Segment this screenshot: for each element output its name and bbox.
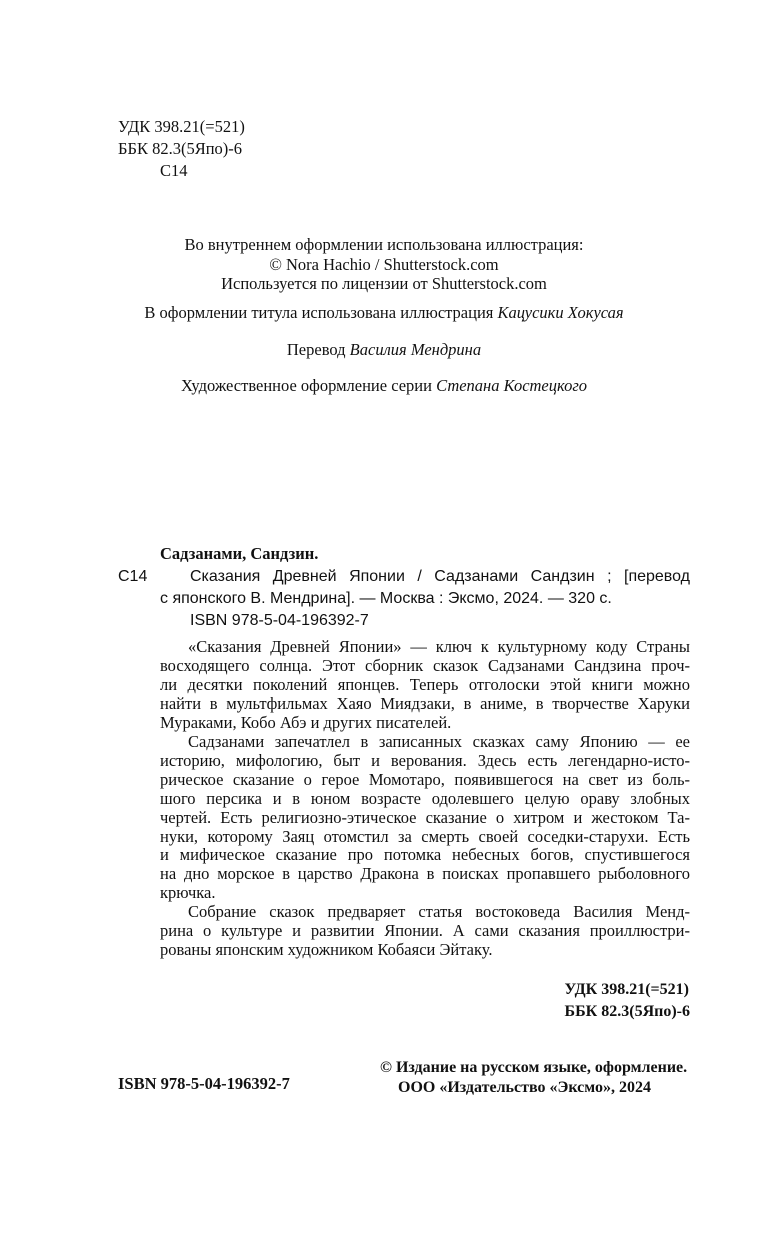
annotation-paragraph-1 [160, 638, 690, 733]
annotation-line: Садзанами запечатлел в записанных сказках саму Японию — ее [188, 732, 690, 751]
copyright-line1: © Издание на русском языке, оформление. [380, 1059, 688, 1076]
title-illustration-prefix: В оформлении титула использована иллюстрация [144, 303, 498, 322]
series-design-credit [0, 375, 768, 397]
annotation-line: и мифическое сказание про потомка небесных богов, спустившегося [160, 845, 690, 865]
title-illustration-credit [0, 302, 768, 324]
annotation-paragraph-3 [160, 903, 690, 960]
illustration-credit-line1: Во внутреннем оформлении использована иллюстрация: [184, 235, 584, 254]
annotation-line: на дно морское в царство Дракона в поисках пропавшего рыболовного [160, 864, 690, 884]
catalog-entry-line2: с японского В. Мендрина]. — Москва : Эксмо, 2024. — 320 с. [160, 590, 612, 607]
illustration-credit-line3: Используется по лицензии от Shutterstock.com [221, 274, 547, 293]
annotation-line: найти в мультфильмах Хаяо Миядзаки, в аниме, в творчестве Харуки [160, 693, 690, 713]
series-designer-name: Степана Костецкого [436, 376, 588, 395]
annotation-line: нуки, которому Заяц отомстил за смерть своей соседки-старухи. Есть [160, 826, 690, 846]
translator-name: Василия Мендрина [349, 340, 482, 359]
bbk-top: ББК 82.3(5Япо)-6 [118, 139, 243, 158]
translation-credit [0, 339, 768, 361]
catalog-mark: С14 [118, 568, 148, 585]
classification-bottom [564, 979, 690, 1023]
catalog-isbn: ISBN 978-5-04-196392-7 [190, 612, 369, 629]
title-illustration-artist: Кацусики Хокусая [497, 303, 624, 322]
copyright-line2: ООО «Издательство «Эксмо», 2024 [398, 1079, 651, 1096]
annotation-line: рическое сказание о герое Момотаро, появившегося на свет из боль- [160, 769, 690, 789]
series-design-prefix: Художественное оформление серии [180, 376, 437, 395]
udk-bottom: УДК 398.21(=521) [564, 981, 689, 998]
annotation-line: крючка. [160, 883, 216, 903]
annotation-line: шого персика и в юном возрасте одолевшего целую ораву злобных [160, 788, 690, 808]
bbk-bottom: ББК 82.3(5Япо)-6 [564, 1003, 690, 1020]
footer-isbn: ISBN 978-5-04-196392-7 [118, 1074, 290, 1093]
catalog-author-heading: Садзанами, Сандзин. [160, 544, 319, 563]
annotation-paragraph-2 [160, 733, 690, 903]
annotation-line: рованы японским художником Кобаяси Эйтаку. [160, 939, 493, 959]
author-mark-top: С14 [160, 161, 188, 180]
annotation-line: ли десятки поколений японцев. Теперь отголоски этой книги можно [160, 674, 690, 694]
annotation-line: Мураками, Кобо Абэ и других писателей. [160, 712, 452, 732]
catalog-entry-line1: Сказания Древней Японии / Садзанами Сандзин ; [перевод [190, 568, 690, 585]
annotation-line: восходящего солнца. Этот сборник сказок Садзанами Сандзина проч- [160, 655, 690, 675]
annotation-line: рина о культуре и развитии Японии. А сами сказания проиллюстри- [160, 920, 690, 940]
udk-top: УДК 398.21(=521) [118, 117, 245, 136]
annotation-line: Собрание сказок предваряет статья востоковеда Василия Менд- [188, 902, 690, 921]
annotation-line: чертей. Есть религиозно-этическое сказание о хитром и жестоком Та- [160, 807, 690, 827]
annotation-line: «Сказания Древней Японии» — ключ к культурному коду Страны [188, 637, 690, 656]
illustration-credit-line2: © Nora Hachio / Shutterstock.com [269, 255, 499, 274]
translation-prefix: Перевод [286, 340, 350, 359]
annotation-line: историю, мифологию, быт и верования. Здесь есть легендарно-исто- [160, 750, 690, 770]
